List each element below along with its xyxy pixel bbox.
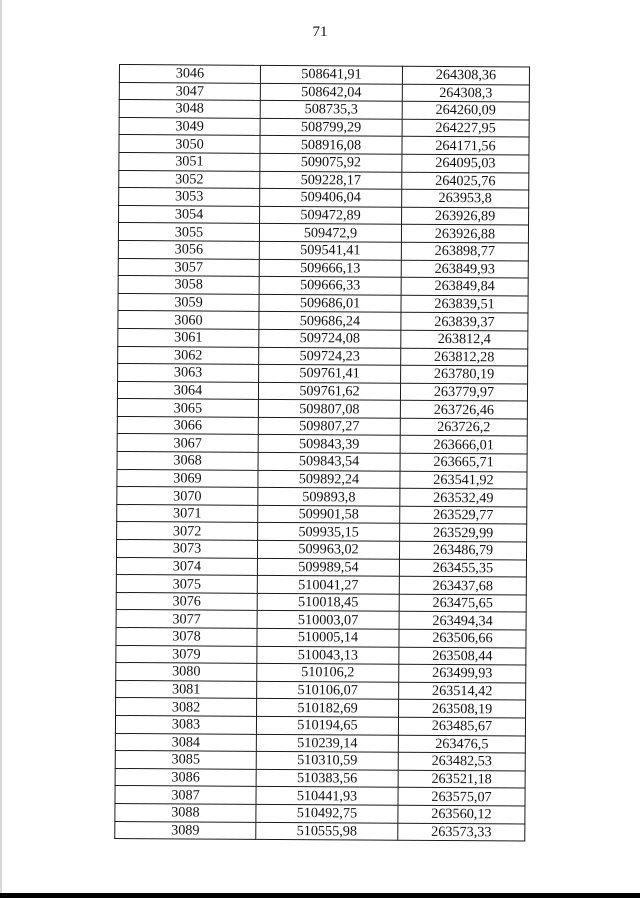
point-number-cell: 3063 (118, 364, 259, 382)
x-coordinate-cell: 509724,23 (259, 347, 401, 365)
x-coordinate-cell: 509541,41 (259, 241, 401, 259)
table-row (119, 82, 529, 102)
y-coordinate-cell: 263499,93 (399, 664, 526, 682)
x-coordinate-cell: 509761,62 (258, 382, 400, 400)
point-number-cell: 3081 (116, 680, 257, 698)
x-coordinate-cell: 509989,54 (257, 558, 399, 576)
y-coordinate-cell: 263666,01 (400, 436, 527, 454)
point-number-cell: 3076 (116, 592, 257, 610)
table-row (116, 645, 526, 665)
y-coordinate-cell: 263529,99 (400, 524, 527, 542)
y-coordinate-cell: 263532,49 (400, 488, 527, 506)
table-row (118, 258, 528, 278)
table-row (116, 610, 526, 630)
y-coordinate-cell: 263573,33 (398, 823, 525, 841)
coordinates-table-body (115, 65, 530, 842)
x-coordinate-cell: 509935,15 (258, 523, 400, 541)
table-row (115, 803, 525, 823)
y-coordinate-cell: 264171,56 (402, 137, 529, 155)
point-number-cell: 3061 (118, 328, 259, 346)
point-number-cell: 3054 (119, 205, 260, 223)
table-row (117, 399, 527, 419)
x-coordinate-cell: 509686,24 (259, 312, 401, 330)
point-number-cell: 3070 (117, 487, 258, 505)
x-coordinate-cell: 510441,93 (256, 787, 398, 805)
table-row (116, 592, 526, 612)
x-coordinate-cell: 508642,04 (260, 83, 402, 101)
x-coordinate-cell: 510003,07 (257, 611, 399, 629)
y-coordinate-cell: 263508,44 (399, 647, 526, 665)
point-number-cell: 3049 (119, 117, 260, 135)
coordinates-table (114, 64, 530, 842)
y-coordinate-cell: 263482,53 (398, 752, 525, 770)
table-row (119, 117, 529, 137)
point-number-cell: 3050 (119, 135, 260, 153)
table-row (119, 188, 529, 208)
x-coordinate-cell: 509761,41 (259, 364, 401, 382)
x-coordinate-cell: 510106,07 (257, 681, 399, 699)
point-number-cell: 3079 (116, 645, 257, 663)
x-coordinate-cell: 510043,13 (257, 646, 399, 664)
y-coordinate-cell: 263839,51 (401, 295, 528, 313)
y-coordinate-cell: 263494,34 (399, 612, 526, 630)
table-row (117, 416, 527, 436)
y-coordinate-cell: 263849,84 (401, 277, 528, 295)
x-coordinate-cell: 508916,08 (260, 136, 402, 154)
y-coordinate-cell: 263926,88 (401, 225, 528, 243)
point-number-cell: 3051 (119, 152, 260, 170)
y-coordinate-cell: 263898,77 (401, 242, 528, 260)
point-number-cell: 3077 (116, 610, 257, 628)
x-coordinate-cell: 509666,33 (259, 276, 401, 294)
point-number-cell: 3080 (116, 663, 257, 681)
point-number-cell: 3059 (118, 293, 259, 311)
y-coordinate-cell: 263926,89 (402, 207, 529, 225)
table-row (118, 293, 528, 313)
x-coordinate-cell: 510239,14 (256, 734, 398, 752)
y-coordinate-cell: 263514,42 (399, 682, 526, 700)
point-number-cell: 3087 (115, 786, 256, 804)
y-coordinate-cell: 264308,3 (402, 84, 529, 102)
x-coordinate-cell: 509843,39 (258, 435, 400, 453)
y-coordinate-cell: 264095,03 (402, 154, 529, 172)
x-coordinate-cell: 509893,8 (258, 488, 400, 506)
table-row (118, 311, 528, 331)
table-row (116, 557, 526, 577)
table-row (118, 364, 528, 384)
table-row (117, 487, 527, 507)
y-coordinate-cell: 264260,09 (402, 101, 529, 119)
y-coordinate-cell: 263437,68 (399, 576, 526, 594)
point-number-cell: 3058 (118, 276, 259, 294)
x-coordinate-cell: 510005,14 (257, 628, 399, 646)
point-number-cell: 3068 (117, 452, 258, 470)
table-row (117, 434, 527, 454)
page-number: 71 (312, 24, 328, 40)
y-coordinate-cell: 263455,35 (399, 559, 526, 577)
point-number-cell: 3088 (115, 803, 256, 821)
y-coordinate-cell: 263485,67 (398, 717, 525, 735)
table-row (116, 627, 526, 647)
point-number-cell: 3046 (119, 65, 260, 83)
point-number-cell: 3073 (116, 540, 257, 558)
y-coordinate-cell: 264227,95 (402, 119, 529, 137)
table-row (117, 381, 527, 401)
point-number-cell: 3065 (117, 399, 258, 417)
x-coordinate-cell: 510383,56 (256, 769, 398, 787)
x-coordinate-cell: 510041,27 (257, 576, 399, 594)
x-coordinate-cell: 510555,98 (256, 822, 398, 840)
table-row (116, 575, 526, 595)
table-row (115, 715, 525, 735)
table-row (116, 680, 526, 700)
point-number-cell: 3064 (117, 381, 258, 399)
x-coordinate-cell: 509228,17 (260, 171, 402, 189)
point-number-cell: 3085 (115, 751, 256, 769)
y-coordinate-cell: 263508,19 (399, 700, 526, 718)
y-coordinate-cell: 263476,5 (398, 735, 525, 753)
table-row (118, 328, 528, 348)
x-coordinate-cell: 509843,54 (258, 452, 400, 470)
x-coordinate-cell: 510182,69 (257, 699, 399, 717)
y-coordinate-cell: 263812,4 (401, 330, 528, 348)
point-number-cell: 3072 (117, 522, 258, 540)
table-row (119, 152, 529, 172)
point-number-cell: 3055 (118, 223, 259, 241)
y-coordinate-cell: 264025,76 (402, 172, 529, 190)
point-number-cell: 3069 (117, 469, 258, 487)
point-number-cell: 3052 (119, 170, 260, 188)
y-coordinate-cell: 264308,36 (402, 66, 529, 84)
table-row (115, 768, 525, 788)
point-number-cell: 3074 (116, 557, 257, 575)
table-row (118, 240, 528, 260)
y-coordinate-cell: 263575,07 (398, 788, 525, 806)
table-row (117, 452, 527, 472)
y-coordinate-cell: 263521,18 (398, 770, 525, 788)
table-row (117, 504, 527, 524)
x-coordinate-cell: 509807,27 (258, 417, 400, 435)
x-coordinate-cell: 509075,92 (260, 153, 402, 171)
x-coordinate-cell: 510194,65 (256, 716, 398, 734)
table-row (119, 205, 529, 225)
x-coordinate-cell: 509666,13 (259, 259, 401, 277)
y-coordinate-cell: 263529,77 (400, 506, 527, 524)
x-coordinate-cell: 508641,91 (260, 65, 402, 83)
x-coordinate-cell: 510310,59 (256, 752, 398, 770)
table-row (116, 540, 526, 560)
point-number-cell: 3066 (117, 416, 258, 434)
x-coordinate-cell: 510106,2 (257, 664, 399, 682)
y-coordinate-cell: 263475,65 (399, 594, 526, 612)
table-row (118, 223, 528, 243)
y-coordinate-cell: 263665,71 (400, 453, 527, 471)
point-number-cell: 3067 (117, 434, 258, 452)
y-coordinate-cell: 263726,2 (400, 418, 527, 436)
table-row (115, 786, 525, 806)
scan-bottom-border (0, 893, 640, 898)
y-coordinate-cell: 263812,28 (401, 348, 528, 366)
point-number-cell: 3071 (117, 504, 258, 522)
x-coordinate-cell: 510018,45 (257, 593, 399, 611)
point-number-cell: 3083 (115, 715, 256, 733)
x-coordinate-cell: 509807,08 (258, 400, 400, 418)
point-number-cell: 3086 (115, 768, 256, 786)
table-row (119, 100, 529, 120)
table-row (117, 522, 527, 542)
y-coordinate-cell: 263779,97 (400, 383, 527, 401)
x-coordinate-cell: 509406,04 (260, 189, 402, 207)
x-coordinate-cell: 509686,01 (259, 294, 401, 312)
point-number-cell: 3047 (119, 82, 260, 100)
point-number-cell: 3060 (118, 311, 259, 329)
y-coordinate-cell: 263541,92 (400, 471, 527, 489)
y-coordinate-cell: 263849,93 (401, 260, 528, 278)
y-coordinate-cell: 263506,66 (399, 629, 526, 647)
table-row (118, 346, 528, 366)
point-number-cell: 3057 (118, 258, 259, 276)
table-row (119, 65, 529, 85)
point-number-cell: 3056 (118, 240, 259, 258)
table-row (117, 469, 527, 489)
x-coordinate-cell: 509472,89 (260, 206, 402, 224)
point-number-cell: 3084 (115, 733, 256, 751)
point-number-cell: 3062 (118, 346, 259, 364)
table-row (115, 821, 525, 841)
scan-left-edge (0, 0, 2, 898)
y-coordinate-cell: 263726,46 (400, 401, 527, 419)
x-coordinate-cell: 509472,9 (259, 224, 401, 242)
y-coordinate-cell: 263839,37 (401, 313, 528, 331)
x-coordinate-cell: 510492,75 (256, 804, 398, 822)
point-number-cell: 3075 (116, 575, 257, 593)
table-row (115, 751, 525, 771)
point-number-cell: 3089 (115, 821, 256, 839)
table-row (116, 663, 526, 683)
y-coordinate-cell: 263486,79 (399, 541, 526, 559)
x-coordinate-cell: 509892,24 (258, 470, 400, 488)
point-number-cell: 3053 (119, 188, 260, 206)
table-row (115, 733, 525, 753)
x-coordinate-cell: 509724,08 (259, 329, 401, 347)
table-row (119, 135, 529, 155)
x-coordinate-cell: 508799,29 (260, 118, 402, 136)
x-coordinate-cell: 508735,3 (260, 101, 402, 119)
point-number-cell: 3048 (119, 100, 260, 118)
table-row (116, 698, 526, 718)
x-coordinate-cell: 509901,58 (258, 505, 400, 523)
x-coordinate-cell: 509963,02 (257, 540, 399, 558)
y-coordinate-cell: 263780,19 (401, 365, 528, 383)
y-coordinate-cell: 263953,8 (402, 189, 529, 207)
table-row (118, 276, 528, 296)
y-coordinate-cell: 263560,12 (398, 805, 525, 823)
point-number-cell: 3078 (116, 627, 257, 645)
table-row (119, 170, 529, 190)
point-number-cell: 3082 (116, 698, 257, 716)
